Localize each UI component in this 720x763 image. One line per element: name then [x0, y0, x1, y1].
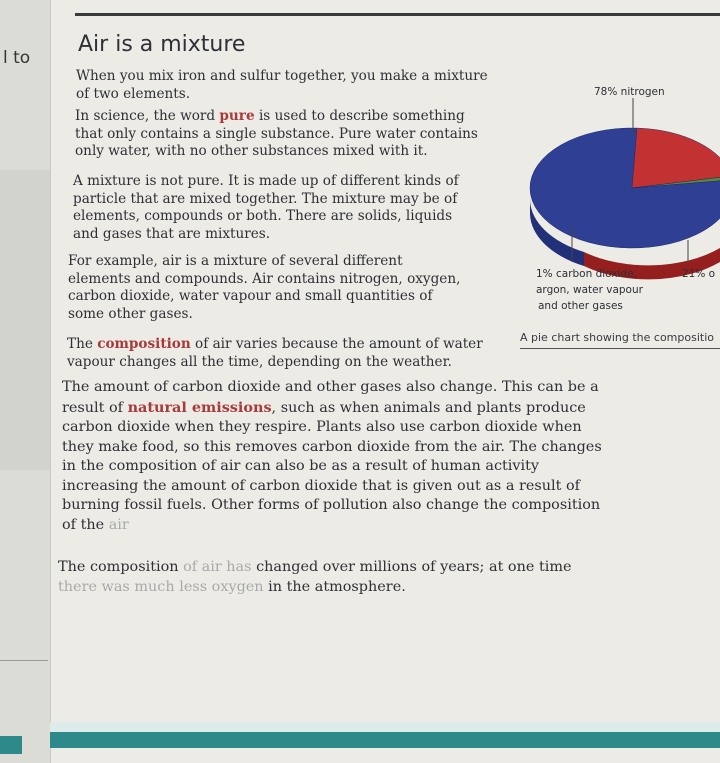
- text: , such as when animals and plants produce carbon dioxide when they respire. Plants also use carbon dioxide when they make food, so this removes carbon dioxide from the air. The changes in the composition of air can also be as a result of human activity increasing the amount of carbon dioxide that is given out as a result of burning fossil fuels. Other forms of pollution also change the composition of the: [62, 399, 602, 533]
- paragraph-air-example: For example, air is a mixture of several different elements and compounds. Air contains nitrogen, oxygen, carbon dioxide, water vapour and small quantities of some other gases.: [68, 253, 461, 322]
- faded-text: air: [108, 516, 129, 533]
- paragraph-composition: [67, 336, 507, 371]
- text: The composition: [58, 559, 184, 575]
- margin-text: l to: [3, 48, 31, 68]
- keyword-pure: pure: [219, 108, 255, 124]
- pie-label-other-gases: and other gases: [538, 300, 623, 312]
- faded-text: there was much less oxygen: [58, 578, 264, 595]
- paragraph-pure: [75, 108, 495, 161]
- page-title: Air is a mixture: [78, 32, 246, 57]
- keyword-natural-emissions: natural emissions: [127, 398, 272, 416]
- top-rule: [75, 13, 720, 16]
- text: of air varies because the amount of water vapour changes all the time, depending on the weather.: [67, 336, 483, 370]
- pie-label-carbon-dioxide: 1% carbon dioxide,: [536, 268, 637, 280]
- margin-shade: [0, 170, 50, 470]
- paragraph-mixture-definition: A mixture is not pure. It is made up of different kinds of particle that are mixed together. The mixture may be of elements, compounds or both. There are solids, liquids and gases that are mixtures.: [73, 173, 459, 242]
- footer-band: [50, 722, 720, 732]
- text: In science, the word: [75, 108, 220, 124]
- text: in the atmosphere.: [263, 578, 406, 595]
- pie-label-oxygen: 21% o: [682, 268, 716, 280]
- footer-bar: [50, 732, 720, 748]
- air-composition-pie-chart: [518, 80, 720, 330]
- paragraph-mixture-intro: When you mix iron and sulfur together, you make a mixture of two elements.: [76, 68, 488, 102]
- text: is used to describe something that only contains a single substance. Pure water contains only water, with no other substances mixed with it.: [75, 108, 478, 159]
- paragraph-emissions: [62, 378, 607, 535]
- left-page-margin: [0, 0, 51, 763]
- pie-label-argon: argon, water vapour: [536, 284, 643, 296]
- pie-slices: [530, 128, 720, 248]
- text: The amount of carbon dioxide and other gases also change. This can be a result of: [62, 379, 599, 416]
- margin-rule: [0, 660, 48, 661]
- text: The: [67, 336, 98, 352]
- text: changed over millions of years; at one time: [251, 559, 572, 575]
- pie-label-nitrogen: 78% nitrogen: [594, 86, 665, 98]
- keyword-composition: composition: [97, 336, 191, 352]
- faded-text: of air has: [183, 559, 252, 575]
- paragraph-history: [58, 558, 578, 597]
- chart-caption: A pie chart showing the compositio: [520, 331, 720, 349]
- margin-footer-bar: [0, 736, 22, 754]
